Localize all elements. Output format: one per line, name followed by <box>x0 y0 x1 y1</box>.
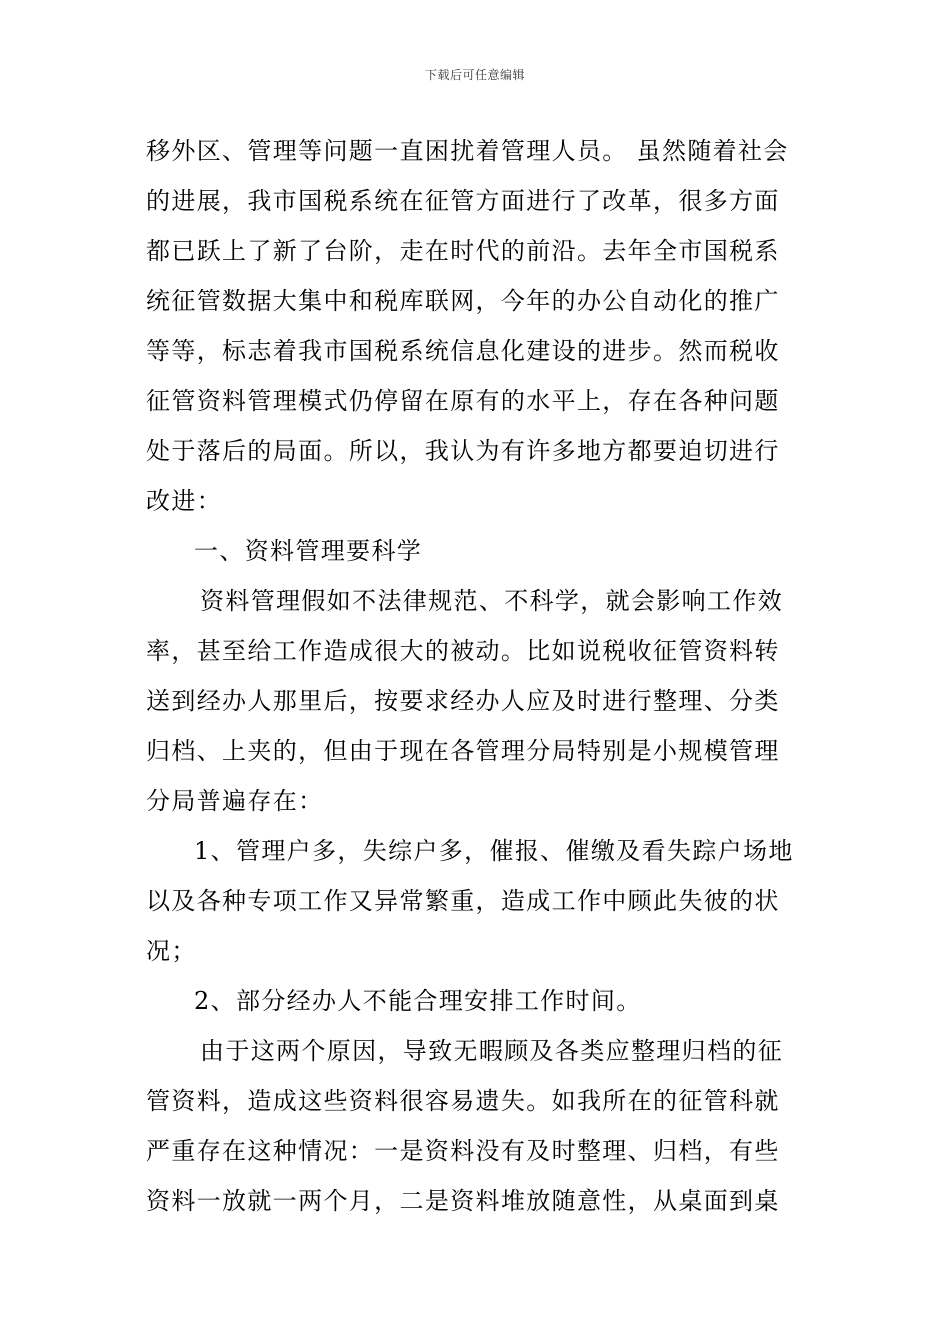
text-line: 率，甚至给工作造成很大的被动。比如说税收征管资料转 <box>146 637 780 665</box>
text-line: 资料一放就一两个月，二是资料堆放随意性，从桌面到桌 <box>146 1187 780 1215</box>
text-line: 征管资料管理模式仍停留在原有的水平上，存在各种问题 <box>146 387 780 415</box>
text-line: 管资料，造成这些资料很容易遗失。如我所在的征管科就 <box>146 1087 780 1115</box>
text-line: 送到经办人那里后，按要求经办人应及时进行整理、分类 <box>146 687 780 715</box>
document-body <box>146 126 811 1226</box>
text-line: 资料管理假如不法律规范、不科学，就会影响工作效 <box>200 587 784 615</box>
text-line: 分局普遍存在： <box>146 787 324 815</box>
text-line: 由于这两个原因，导致无暇顾及各类应整理归档的征 <box>200 1037 784 1065</box>
text-line: 等等，标志着我市国税系统信息化建设的进步。然而税收 <box>146 337 780 365</box>
text-line: 况； <box>146 937 197 965</box>
section-heading: 一、资料管理要科学 <box>194 537 423 565</box>
text-line: 都已跃上了新了台阶，走在时代的前沿。去年全市国税系 <box>146 237 780 265</box>
text-line: 统征管数据大集中和税库联网，今年的办公自动化的推广 <box>146 287 780 315</box>
text-line: 处于落后的局面。所以，我认为有许多地方都要迫切进行 <box>146 437 780 465</box>
text-line: 移外区、管理等问题一直困扰着管理人员。 虽然随着社会 <box>146 137 789 165</box>
text-line: 以及各种专项工作又异常繁重，造成工作中顾此失彼的状 <box>146 887 780 915</box>
list-item: 1、管理户多，失综户多，催报、催缴及看失踪户场地 <box>194 837 794 865</box>
text-line: 严重存在这种情况：一是资料没有及时整理、归档，有些 <box>146 1137 780 1165</box>
text-line: 的进展，我市国税系统在征管方面进行了改革，很多方面 <box>146 187 780 215</box>
text-line: 改进： <box>146 487 223 515</box>
text-line: 归档、上夹的，但由于现在各管理分局特别是小规模管理 <box>146 737 780 765</box>
page-header: 下载后可任意编辑 <box>424 68 525 82</box>
list-item: 2、部分经办人不能合理安排工作时间。 <box>194 987 642 1015</box>
